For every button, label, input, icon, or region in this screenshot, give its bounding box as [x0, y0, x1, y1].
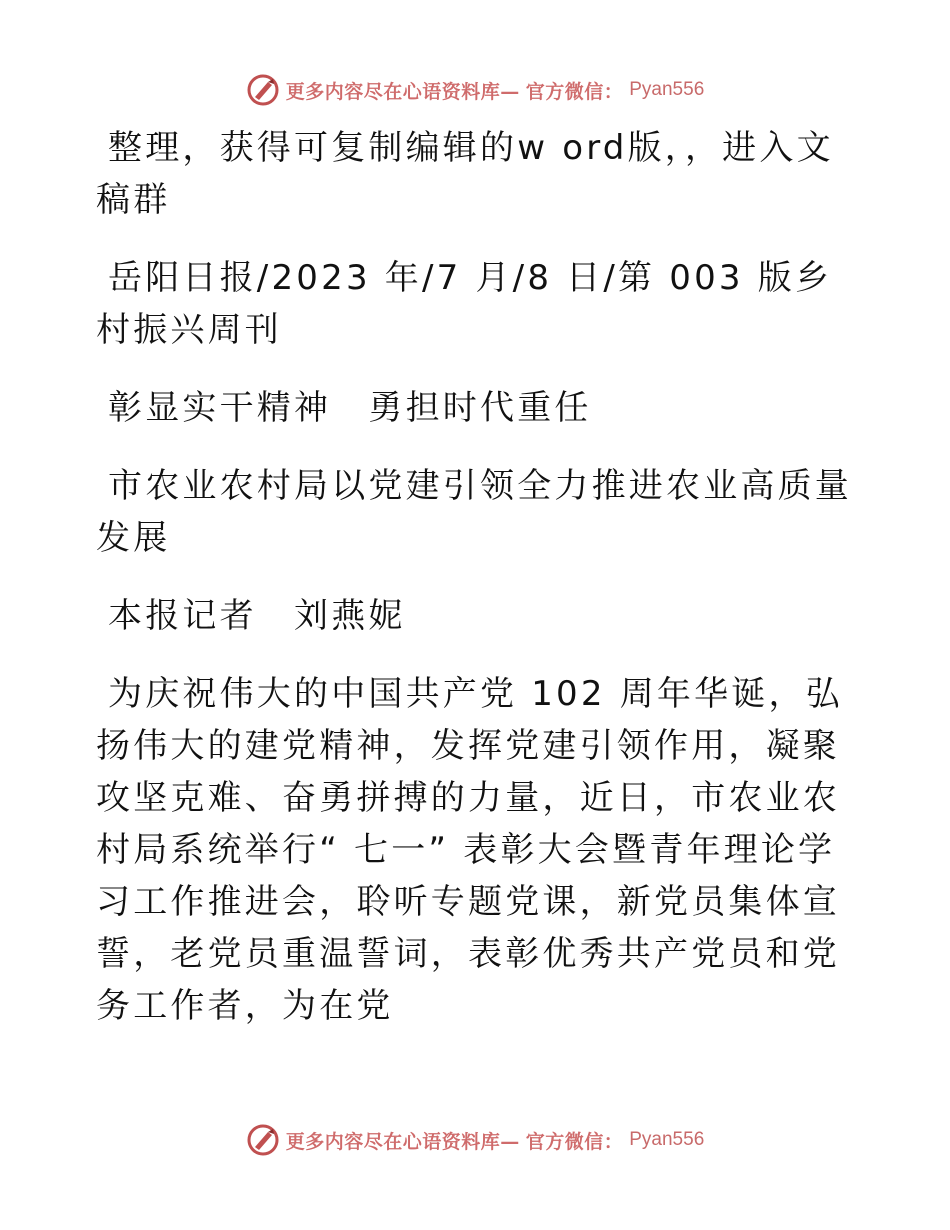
byline: 本报记者 刘燕妮 [108, 596, 406, 636]
brush-logo-icon [246, 73, 280, 107]
watermark-text: 更多内容尽在心语资料库— [285, 80, 520, 103]
intro-note: 整理，获得可复制编辑的w ord版，，进入文稿群 [96, 128, 834, 220]
source-line: 岳阳日报/2023 年/7 月/8 日/第 003 版乡村振兴周刊 [96, 258, 833, 350]
header-watermark [0, 70, 950, 110]
watermark-wechat-label: 官方微信： [525, 1130, 624, 1153]
watermark-text: 更多内容尽在心语资料库— [285, 1130, 520, 1153]
article-subtitle: 市农业农村局以党建引领全力推进农业高质量发展 [96, 466, 852, 558]
watermark-wechat-id: Pyan556 [629, 79, 705, 100]
watermark-wechat-id: Pyan556 [629, 1129, 705, 1150]
article-title: 彰显实干精神 勇担时代重任 [108, 388, 592, 428]
watermark-wechat-label: 官方微信： [525, 80, 624, 103]
brush-logo-icon [246, 1123, 280, 1157]
body-paragraph: 为庆祝伟大的中国共产党 102 周年华诞，弘扬伟大的建党精神，发挥党建引领作用，凝聚攻坚克难、奋勇拼搏的力量，近日，市农业农村局系统举行“ 七一” 表彰大会暨青年理论学习工作推进会，聆听专题党课，新党员集体宣誓，老党员重温誓词，表彰优秀共产党员和党务工作者，为在党 [96, 674, 843, 1026]
document-body [96, 122, 856, 1032]
footer-watermark [0, 1120, 950, 1160]
